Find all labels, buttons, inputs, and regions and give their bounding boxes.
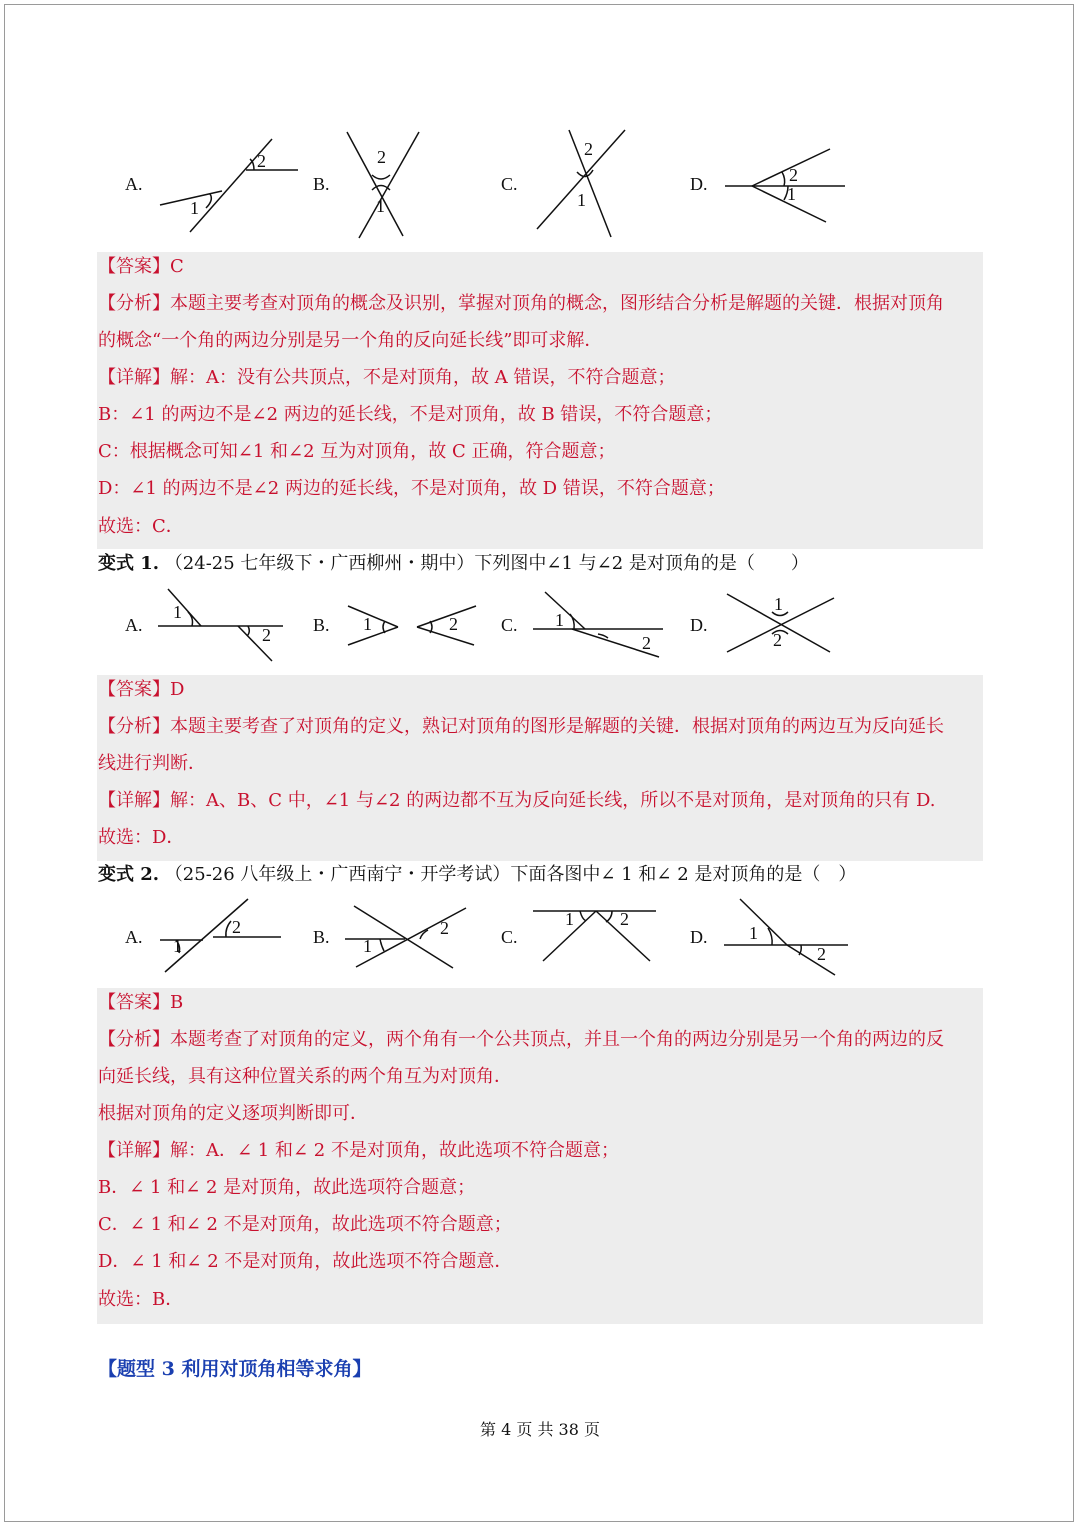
- fig3b-angle1: 1: [363, 936, 372, 956]
- question-2-text: （25-26 八年级上・广西南宁・开学考试）下面各图中∠ 1 和∠ 2 是对顶角的是（ ）: [164, 864, 857, 885]
- analysis-3-line-1: 【分析】本题考查了对顶角的定义，两个角有一个公共顶点，并且一个角的两边分别是另一个角的两边的反: [98, 1029, 944, 1050]
- q2-option-c-label: C.: [501, 927, 518, 947]
- option-b-label: B.: [313, 174, 330, 194]
- detail-1-line-3: C：根据概念可知∠1 和∠2 互为对顶角，故 C 正确，符合题意；: [98, 441, 616, 462]
- fig3d-angle2: 2: [817, 944, 826, 964]
- analysis-1-line-2: 的概念“一个角的两边分别是另一个角的反向延长线”即可求解．: [98, 330, 603, 351]
- section-title: 【题型 3 利用对顶角相等求角】: [98, 1358, 372, 1380]
- fig1a-angle2: 2: [257, 151, 266, 171]
- detail-2-line-1: 【详解】解：A、B、C 中，∠1 与∠2 的两边都不互为反向延长线，所以不是对顶角，是对顶角的只有 D.: [98, 790, 936, 811]
- option-c-label: C.: [501, 174, 518, 194]
- fig2b-angle2: 2: [449, 614, 458, 634]
- detail-1-line-5: 故选：C．: [98, 516, 184, 537]
- fig3c-angle2: 2: [620, 909, 629, 929]
- fig2b-angle1: 1: [363, 614, 372, 634]
- q2-option-d-label: D.: [690, 927, 708, 947]
- analysis-2-line-2: 线进行判断．: [98, 753, 206, 774]
- q1-option-c-label: C.: [501, 615, 518, 635]
- fig2a-angle2: 2: [262, 625, 271, 645]
- answer-2: 【答案】D: [98, 679, 185, 700]
- option-a-label: A.: [125, 174, 143, 194]
- analysis-2-line-1: 【分析】本题主要考查了对顶角的定义，熟记对顶角的图形是解题的关键．根据对顶角的两边互为反向延长: [98, 716, 944, 737]
- detail-3-line-3: C．∠ 1 和∠ 2 不是对顶角，故此选项不符合题意；: [98, 1214, 512, 1235]
- detail-3-line-5: 故选：B．: [98, 1289, 184, 1310]
- fig2d-angle1: 1: [774, 594, 783, 614]
- fig1d-angle2: 2: [789, 165, 798, 185]
- question-1-text: （24-25 七年级下・广西柳州・期中）下列图中∠1 与∠2 是对顶角的是（ ）: [164, 553, 809, 574]
- fig1d-angle1: 1: [787, 184, 796, 204]
- detail-1-line-4: D：∠1 的两边不是∠2 两边的延长线，不是对顶角，故 D 错误，不符合题意；: [98, 478, 725, 499]
- question-1-prefix: 变式 1.: [98, 553, 160, 574]
- fig1c-angle1: 1: [577, 190, 586, 210]
- fig1a-angle1: 1: [190, 198, 199, 218]
- q1-option-a-label: A.: [125, 615, 143, 635]
- q2-option-a-label: A.: [125, 927, 143, 947]
- q1-option-d-label: D.: [690, 615, 708, 635]
- fig2c-angle2: 2: [642, 633, 651, 653]
- detail-3-line-4: D．∠ 1 和∠ 2 不是对顶角，故此选项不符合题意．: [98, 1251, 513, 1272]
- answer-1: 【答案】C: [98, 256, 184, 277]
- detail-3-line-2: B．∠ 1 和∠ 2 是对顶角，故此选项符合题意；: [98, 1177, 476, 1198]
- answer-3: 【答案】B: [98, 992, 184, 1013]
- detail-3-line-1: 【详解】解：A．∠ 1 和∠ 2 不是对顶角，故此选项不符合题意；: [98, 1140, 619, 1161]
- fig2d-angle2: 2: [773, 630, 782, 650]
- detail-1-line-1: 【详解】解：A：没有公共顶点，不是对顶角，故 A 错误，不符合题意；: [98, 367, 676, 388]
- fig1c-angle2: 2: [584, 139, 593, 159]
- analysis-3-line-2: 向延长线，具有这种位置关系的两个角互为对顶角．: [98, 1066, 512, 1087]
- page-number: 第 4 页 共 38 页: [480, 1420, 600, 1439]
- question-2-prefix: 变式 2.: [98, 864, 160, 885]
- fig1b-angle1: 1: [376, 196, 385, 216]
- fig3c-angle1: 1: [565, 909, 574, 929]
- fig3a-angle1: 1: [173, 936, 182, 956]
- fig2c-angle1: 1: [555, 610, 564, 630]
- detail-2-line-2: 故选：D．: [98, 827, 185, 848]
- fig2a-angle1: 1: [173, 602, 182, 622]
- analysis-3-line-3: 根据对顶角的定义逐项判断即可．: [98, 1103, 368, 1124]
- q2-option-b-label: B.: [313, 927, 330, 947]
- option-d-label: D.: [690, 174, 708, 194]
- analysis-1-line-1: 【分析】本题主要考查对顶角的概念及识别，掌握对顶角的概念，图形结合分析是解题的关键．根据对顶角: [98, 293, 944, 314]
- fig3d-angle1: 1: [749, 923, 758, 943]
- detail-1-line-2: B：∠1 的两边不是∠2 两边的延长线，不是对顶角，故 B 错误，不符合题意；: [98, 404, 723, 425]
- fig1b-angle2: 2: [377, 147, 386, 167]
- fig3a-angle2: 2: [232, 917, 241, 937]
- fig3b-angle2: 2: [440, 918, 449, 938]
- q1-option-b-label: B.: [313, 615, 330, 635]
